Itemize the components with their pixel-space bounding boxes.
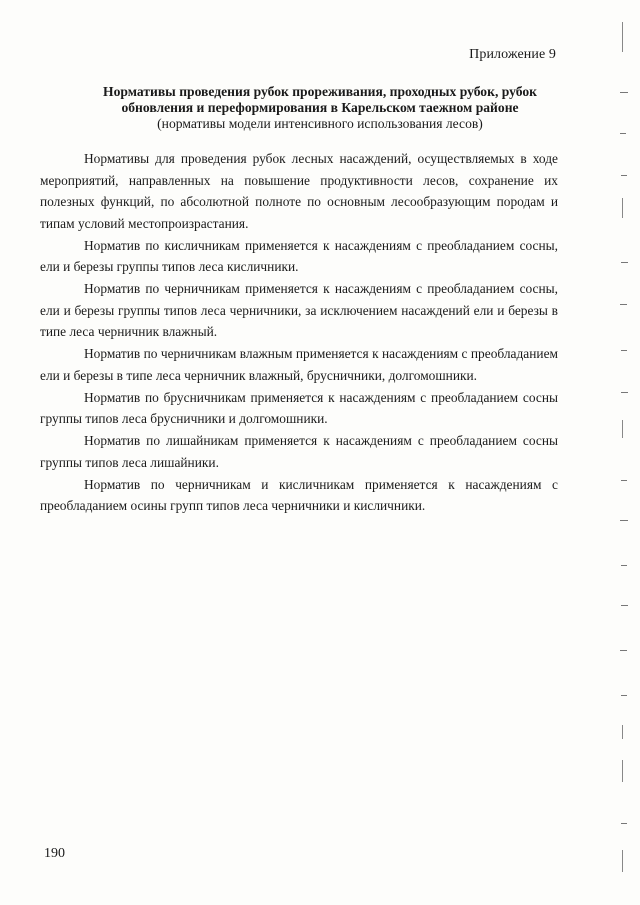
- scan-mark: [621, 392, 628, 393]
- scan-mark: [621, 480, 627, 481]
- paragraph-2: Норматив по кисличникам применяется к насаждениям с преобладанием сосны, ели и березы группы типов леса кисличники.: [40, 237, 558, 274]
- scan-edge-artifacts: [600, 0, 640, 905]
- appendix-label: Приложение 9: [469, 47, 556, 62]
- body-text: [40, 148, 558, 517]
- scan-mark: [621, 823, 627, 824]
- paragraph-7: Норматив по черничникам и кисличникам применяется к насаждениям с преобладанием осины групп типов леса черничники и кисличники.: [40, 476, 558, 513]
- scan-mark: [621, 262, 628, 263]
- scan-mark: [620, 92, 628, 93]
- scan-mark: [621, 605, 628, 606]
- scan-mark: [621, 565, 627, 566]
- subtitle: (нормативы модели интенсивного использования лесов): [157, 116, 483, 131]
- paragraph-6: Норматив по лишайникам применяется к насаждениям с преобладанием сосны группы типов леса лишайники.: [40, 433, 558, 470]
- scan-mark: [620, 650, 627, 651]
- scan-mark: [620, 133, 626, 134]
- paragraph-5: Норматив по брусничникам применяется к насаждениям с преобладанием сосны группы типов леса брусничники и долгомошники.: [40, 389, 558, 426]
- title-line-2: обновления и переформирования в Карельском таежном районе: [121, 100, 519, 115]
- title-line-1: Нормативы проведения рубок прореживания, проходных рубок, рубок: [103, 84, 537, 99]
- title-block: [60, 84, 580, 132]
- scan-mark: [622, 198, 623, 218]
- page-number: 190: [44, 846, 65, 861]
- scan-mark: [621, 175, 627, 176]
- scan-mark: [622, 22, 623, 52]
- paragraph-3: Норматив по черничникам применяется к насаждениям с преобладанием сосны, ели и березы группы типов леса черничники, за исключением насаждений ели и березы в типе леса черничник влажный.: [40, 281, 558, 339]
- scan-mark: [622, 760, 623, 782]
- scan-mark: [620, 520, 628, 521]
- scan-mark: [622, 420, 623, 438]
- scan-mark: [620, 304, 627, 305]
- paragraph-1: Нормативы для проведения рубок лесных насаждений, осуществляемых в ходе мероприятий, направленных на повышение продуктивности лесов, сохранение их полезных функций, по абсолютной полноте по основным лесообразующим породам и типам условий местопроизрастания.: [40, 151, 558, 231]
- paragraph-4: Норматив по черничникам влажным применяется к насаждениям с преобладанием ели и березы в типе леса черничник влажный, брусничники, долгомошники.: [40, 346, 558, 383]
- scan-mark: [622, 850, 623, 872]
- scan-mark: [621, 350, 627, 351]
- scan-mark: [621, 695, 627, 696]
- scan-mark: [622, 725, 623, 739]
